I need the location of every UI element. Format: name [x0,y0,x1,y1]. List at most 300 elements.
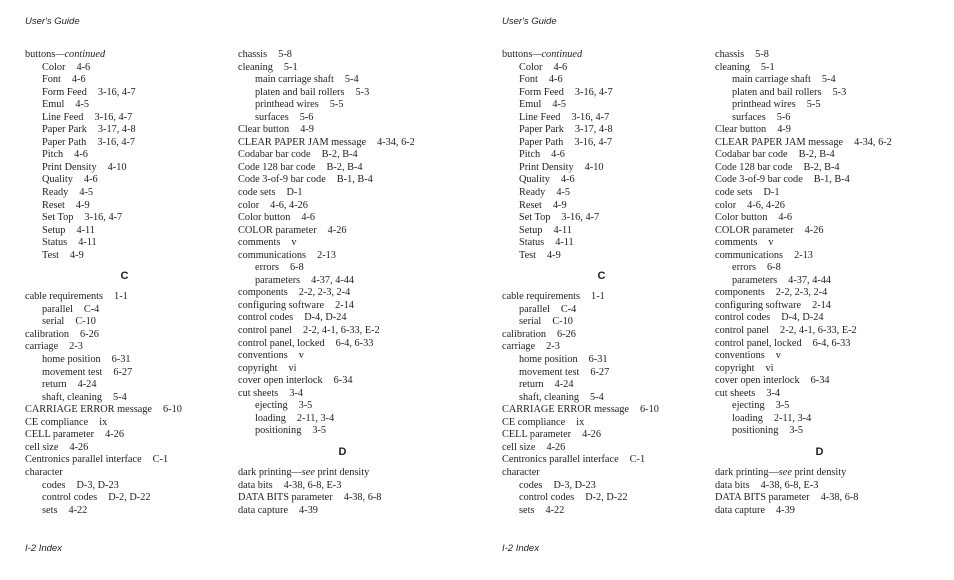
entry-page-refs: 4-38, 6-8, E-3 [283,479,342,491]
entry-term: control codes [715,312,771,324]
entry-page-refs: 2-14 [812,299,831,311]
index-entry [238,492,473,505]
entry-term: printhead wires [255,99,319,111]
index-entry [238,325,473,338]
entry-term: Set Top [519,212,551,224]
entry-page-refs: D-2, D-22 [108,492,151,504]
index-entry [715,375,950,388]
running-header: User's Guide [502,16,557,27]
sub-list-buttons [25,62,250,263]
entry-page-refs: 5-8 [278,49,292,60]
entry-term: cover open interlock [238,375,323,387]
entry-list-c-cont [715,49,950,438]
entry-page-refs: C-1 [152,454,169,466]
page-footer: I-2 Index [502,543,539,554]
index-entry [715,137,950,150]
entry-term: main carriage shaft [255,74,334,86]
entry-page-refs: 4-34, 6-2 [854,136,892,148]
entry-term: Codabar bar code [238,149,311,161]
entry-term: Paper Park [519,124,564,136]
entry-page-refs: 2-2, 2-3, 2-4 [775,287,828,299]
entry-page-refs: 4-10 [584,161,604,173]
entry-page-refs: C-1 [629,454,646,466]
index-entry [238,312,473,325]
entry-page-refs: 6-27 [590,366,610,378]
entry-term: Print Density [519,161,574,173]
index-entry [502,187,727,200]
entry-term: Emul [42,99,65,111]
entry-page-refs: 4-6 [83,174,98,186]
entry-term: cut sheets [715,387,756,399]
index-entry [715,225,950,238]
entry-term: cable requirements [502,291,581,303]
index-entry [715,250,950,263]
entry-page-refs: 4-37, 4-44 [788,274,832,286]
entry-page-refs: 4-6 [551,149,565,161]
entry-term: Clear button [238,124,290,136]
entry-term: serial [42,316,65,328]
index-entry [25,367,250,380]
entry-term: character [502,466,540,478]
entry-term: chassis [238,49,268,60]
entry-page-refs: 4-6 [560,174,575,186]
entry-term: Color button [238,212,291,224]
index-entry [502,329,727,342]
entry-page-refs: 2-11, 3-4 [773,412,812,424]
entry-page-refs: 4-11 [78,237,97,249]
index-entry [502,492,727,505]
entry-term: Font [519,74,538,86]
entry-page-refs: 6-8 [767,262,781,274]
entry-term: main carriage shaft [732,74,811,86]
entry-page-refs: D-4, D-24 [781,312,824,324]
entry-term: Pitch [519,149,541,161]
index-entry [715,505,950,518]
entry-page-refs: 5-5 [329,99,344,111]
index-entry [502,454,727,467]
entry-page-refs: 1-1 [591,291,605,303]
entry-term: Set Top [42,212,74,224]
index-entry [502,367,727,380]
entry-term: codes [42,479,66,491]
entry-term: control codes [42,492,98,504]
index-entry [502,480,727,493]
index-entry [238,480,473,493]
index-entry [502,304,727,317]
entry-term: Ready [42,187,69,199]
entry-term: CELL parameter [502,429,572,441]
entry-page-refs: ix [576,416,585,428]
index-entry [502,404,727,417]
entry-page-refs: 6-4, 6-33 [335,337,374,349]
index-entry [238,149,473,162]
entry-term: Color [519,61,543,73]
entry-page-refs: D-1 [763,187,780,199]
entry-page-refs: C-4 [560,303,577,315]
index-entry [25,237,250,250]
index-entry [715,312,950,325]
index-entry-buttons: buttons—continued [502,49,583,60]
entry-term: CARRIAGE ERROR message [502,404,629,416]
index-entry-dark-printing: dark printing—see print density [238,466,370,478]
index-entry [502,212,727,225]
entry-page-refs: 2-2, 4-1, 6-33, E-2 [303,325,380,337]
entry-page-refs: 5-4 [344,74,359,86]
index-entry [25,174,250,187]
index-entry [25,124,250,137]
entry-page-refs: 2-13 [317,249,336,261]
entry-term: errors [255,262,280,274]
entry-page-refs: 5-1 [760,61,775,73]
index-entry [715,350,950,363]
entry-term: copyright [715,362,755,374]
entry-page-refs: 2-14 [335,299,354,311]
entry-list-c [502,291,727,517]
entry-term: conventions [238,350,288,362]
index-entry [238,49,473,62]
entry-page-refs: B-2, B-4 [321,149,358,161]
entry-page-refs: 6-31 [588,354,608,366]
index-entry [25,162,250,175]
entry-term: communications [238,249,307,261]
index-entry [502,316,727,329]
entry-page-refs: 4-6 [778,212,793,224]
entry-term: Code 3-of-9 bar code [715,174,803,186]
entry-page-refs: 3-16, 4-7 [574,136,613,148]
entry-term: Print Density [42,161,97,173]
index-entry [715,388,950,401]
entry-term: serial [519,316,542,328]
index-entry [715,480,950,493]
entry-term: Font [42,74,61,86]
entry-term: parameters [255,274,301,286]
index-entry [25,379,250,392]
index-entry [715,425,950,438]
page-footer: I-2 Index [25,543,62,554]
entry-term: DATA BITS parameter [715,492,810,504]
entry-page-refs: B-1, B-4 [813,174,850,186]
entry-term: Reset [519,199,542,211]
entry-page-refs: 4-9 [552,199,567,211]
entry-page-refs: B-2, B-4 [326,161,363,173]
entry-term: Quality [42,174,73,186]
entry-page-refs: 5-4 [821,74,836,86]
entry-page-refs: v [298,350,304,362]
index-entry [502,354,727,367]
section-letter-c: C [597,270,606,283]
index-entry [715,200,950,213]
section-letter-c: C [120,270,129,283]
index-entry-buttons: buttons—continued [25,49,106,60]
entry-term: control panel [238,325,293,337]
index-entry [715,112,950,125]
entry-term: cover open interlock [715,375,800,387]
entry-page-refs: 5-4 [590,391,604,403]
entry-term: positioning [255,425,302,437]
entry-list-d [715,480,950,518]
entry-term: Ready [519,187,546,199]
entry-page-refs: 4-26 [327,224,347,236]
entry-term: Pitch [42,149,64,161]
entry-term: home position [519,354,578,366]
entry-term: Form Feed [519,86,564,98]
entry-term: Form Feed [42,86,87,98]
entry-term: Centronics parallel interface [502,454,619,466]
entry-term: printhead wires [732,99,796,111]
entry-page-refs: 6-27 [113,366,133,378]
entry-page-refs: 2-3 [69,341,83,353]
entry-term: codes [519,479,543,491]
entry-page-refs: 4-26 [105,429,124,441]
index-entry [502,124,727,137]
entry-term: Paper Path [42,136,87,148]
index-entry [715,87,950,100]
index-entry [238,137,473,150]
index-entry [238,87,473,100]
index-entry [715,62,950,75]
index-entry [715,162,950,175]
entry-term: Test [42,249,60,261]
entry-term: comments [715,237,758,249]
index-entry [715,325,950,338]
index-entry [238,62,473,75]
entry-term: configuring software [715,299,802,311]
entry-page-refs: 2-2, 2-3, 2-4 [298,287,351,299]
index-entry [238,250,473,263]
entry-term: Reset [42,199,65,211]
index-entry [25,137,250,150]
index-entry [25,74,250,87]
entry-term: Code 128 bar code [715,161,793,173]
index-entry [25,250,250,263]
entry-term: ejecting [255,400,288,412]
entry-page-refs: 5-4 [113,391,127,403]
entry-page-refs: 5-5 [806,99,821,111]
index-entry [25,62,250,75]
entry-term: comments [238,237,281,249]
entry-page-refs: 4-22 [68,504,88,516]
entry-page-refs: 3-16, 4-7 [561,212,600,224]
index-entry [502,99,727,112]
index-entry [25,87,250,100]
index-column-1 [502,49,727,517]
index-entry [502,442,727,455]
index-entry [715,400,950,413]
index-entry [238,350,473,363]
index-entry [502,237,727,250]
index-entry [238,413,473,426]
entry-term: code sets [715,187,753,199]
entry-page-refs: 4-9 [75,199,90,211]
index-entry [25,149,250,162]
index-entry [25,454,250,467]
entry-term: control codes [238,312,294,324]
entry-page-refs: 4-9 [547,249,561,261]
entry-page-refs: 4-38, 6-8 [343,492,382,504]
entry-page-refs: 3-16, 4-7 [97,136,136,148]
entry-page-refs: 4-6 [553,61,568,73]
entry-term: COLOR parameter [715,224,794,236]
index-entry [25,341,250,354]
index-entry [238,375,473,388]
entry-term: Line Feed [519,111,561,123]
entry-page-refs: D-3, D-23 [76,479,119,491]
entry-page-refs: 3-17, 4-8 [574,124,613,136]
entry-term: color [715,199,737,211]
entry-page-refs: 3-16, 4-7 [94,111,133,123]
entry-term: movement test [42,366,103,378]
entry-page-refs: 4-26 [582,429,601,441]
entry-term: color [238,199,260,211]
entry-page-refs: 2-11, 3-4 [296,412,335,424]
entry-page-refs: vi [765,362,774,374]
entry-page-refs: 6-34 [810,375,830,387]
entry-page-refs: 4-24 [554,379,574,391]
entry-page-refs: 2-2, 4-1, 6-33, E-2 [780,325,857,337]
index-entry [502,137,727,150]
entry-term: configuring software [238,299,325,311]
entry-term: cable requirements [25,291,104,303]
entry-term: code sets [238,187,276,199]
index-entry [715,74,950,87]
index-entry-dark-printing: dark printing—see print density [715,466,847,478]
index-entry [502,417,727,430]
index-entry [25,187,250,200]
index-entry [238,174,473,187]
entry-term: CLEAR PAPER JAM message [238,136,367,148]
entry-term: ejecting [732,400,765,412]
entry-term: surfaces [732,111,766,123]
entry-page-refs: 6-31 [111,354,131,366]
entry-page-refs: B-1, B-4 [336,174,373,186]
running-header: User's Guide [25,16,80,27]
entry-page-refs: 4-26 [69,441,89,453]
index-entry [715,262,950,275]
entry-term: return [42,379,67,391]
index-entry [238,162,473,175]
entry-term: movement test [519,366,580,378]
entry-term: CARRIAGE ERROR message [25,404,152,416]
entry-term: CLEAR PAPER JAM message [715,136,844,148]
entry-term: return [519,379,544,391]
entry-page-refs: D-3, D-23 [553,479,596,491]
entry-page-refs: 5-6 [299,111,314,123]
entry-page-refs: 4-9 [70,249,84,261]
index-entry [502,149,727,162]
index-entry [715,338,950,351]
entry-page-refs: 6-26 [557,328,576,340]
index-entry [715,287,950,300]
index-entry [502,467,727,480]
index-entry [715,212,950,225]
entry-page-refs: 4-11 [76,224,95,236]
index-entry [25,492,250,505]
entry-term: loading [255,412,286,424]
entry-page-refs: 3-16, 4-7 [571,111,610,123]
entry-term: cut sheets [238,387,279,399]
index-entry [238,74,473,87]
index-entry [238,112,473,125]
entry-page-refs: 4-11 [555,237,574,249]
index-entry [25,329,250,342]
index-entry [25,225,250,238]
section-letter-d: D [338,445,347,458]
index-entry [25,112,250,125]
index-entry [502,291,727,304]
index-entry [25,442,250,455]
index-entry [25,212,250,225]
entry-term: components [238,287,288,299]
entry-term: parameters [732,274,778,286]
entry-term: Test [519,249,537,261]
entry-term: carriage [25,341,59,353]
entry-term: Line Feed [42,111,84,123]
index-entry [715,49,950,62]
entry-term: CELL parameter [25,429,95,441]
index-entry [25,200,250,213]
index-entry [715,124,950,137]
entry-term: Color [42,61,66,73]
index-entry [238,300,473,313]
index-entry [715,237,950,250]
entry-page-refs: 6-8 [290,262,304,274]
entry-term: Clear button [715,124,767,136]
entry-page-refs: 4-6 [74,149,88,161]
entry-term: Centronics parallel interface [25,454,142,466]
index-entry [502,341,727,354]
entry-page-refs: 4-6, 4-26 [747,199,785,211]
entry-page-refs: 6-34 [333,375,353,387]
entry-page-refs: 4-5 [79,187,94,199]
entry-page-refs: 6-26 [80,328,99,340]
index-entry [502,112,727,125]
entry-term: control panel, locked [715,337,802,349]
index-entry [25,291,250,304]
entry-page-refs: 4-34, 6-2 [377,136,415,148]
entry-term: chassis [715,49,745,60]
entry-term: control codes [519,492,575,504]
entry-page-refs: 1-1 [114,291,128,303]
entry-page-refs: 3-5 [312,425,327,437]
entry-term: Emul [519,99,542,111]
entry-term: data capture [238,504,289,516]
index-entry [25,316,250,329]
entry-page-refs: 2-3 [546,341,560,353]
entry-term: components [715,287,765,299]
entry-term: data capture [715,504,766,516]
index-entry [238,338,473,351]
index-entry [238,505,473,518]
entry-page-refs: 3-4 [289,387,304,399]
entry-term: DATA BITS parameter [238,492,333,504]
index-entry [238,200,473,213]
entry-page-refs: B-2, B-4 [803,161,840,173]
index-entry [238,275,473,288]
entry-list-d [238,480,473,518]
entry-term: cleaning [715,61,750,73]
entry-term: parallel [519,303,550,315]
entry-page-refs: v [768,237,774,249]
entry-list-c-cont [238,49,473,438]
index-entry [238,237,473,250]
entry-term: calibration [25,328,70,340]
index-entry [502,200,727,213]
index-entry [238,212,473,225]
index-entry [25,480,250,493]
index-entry [238,225,473,238]
index-entry [502,429,727,442]
index-page-right [477,0,954,580]
